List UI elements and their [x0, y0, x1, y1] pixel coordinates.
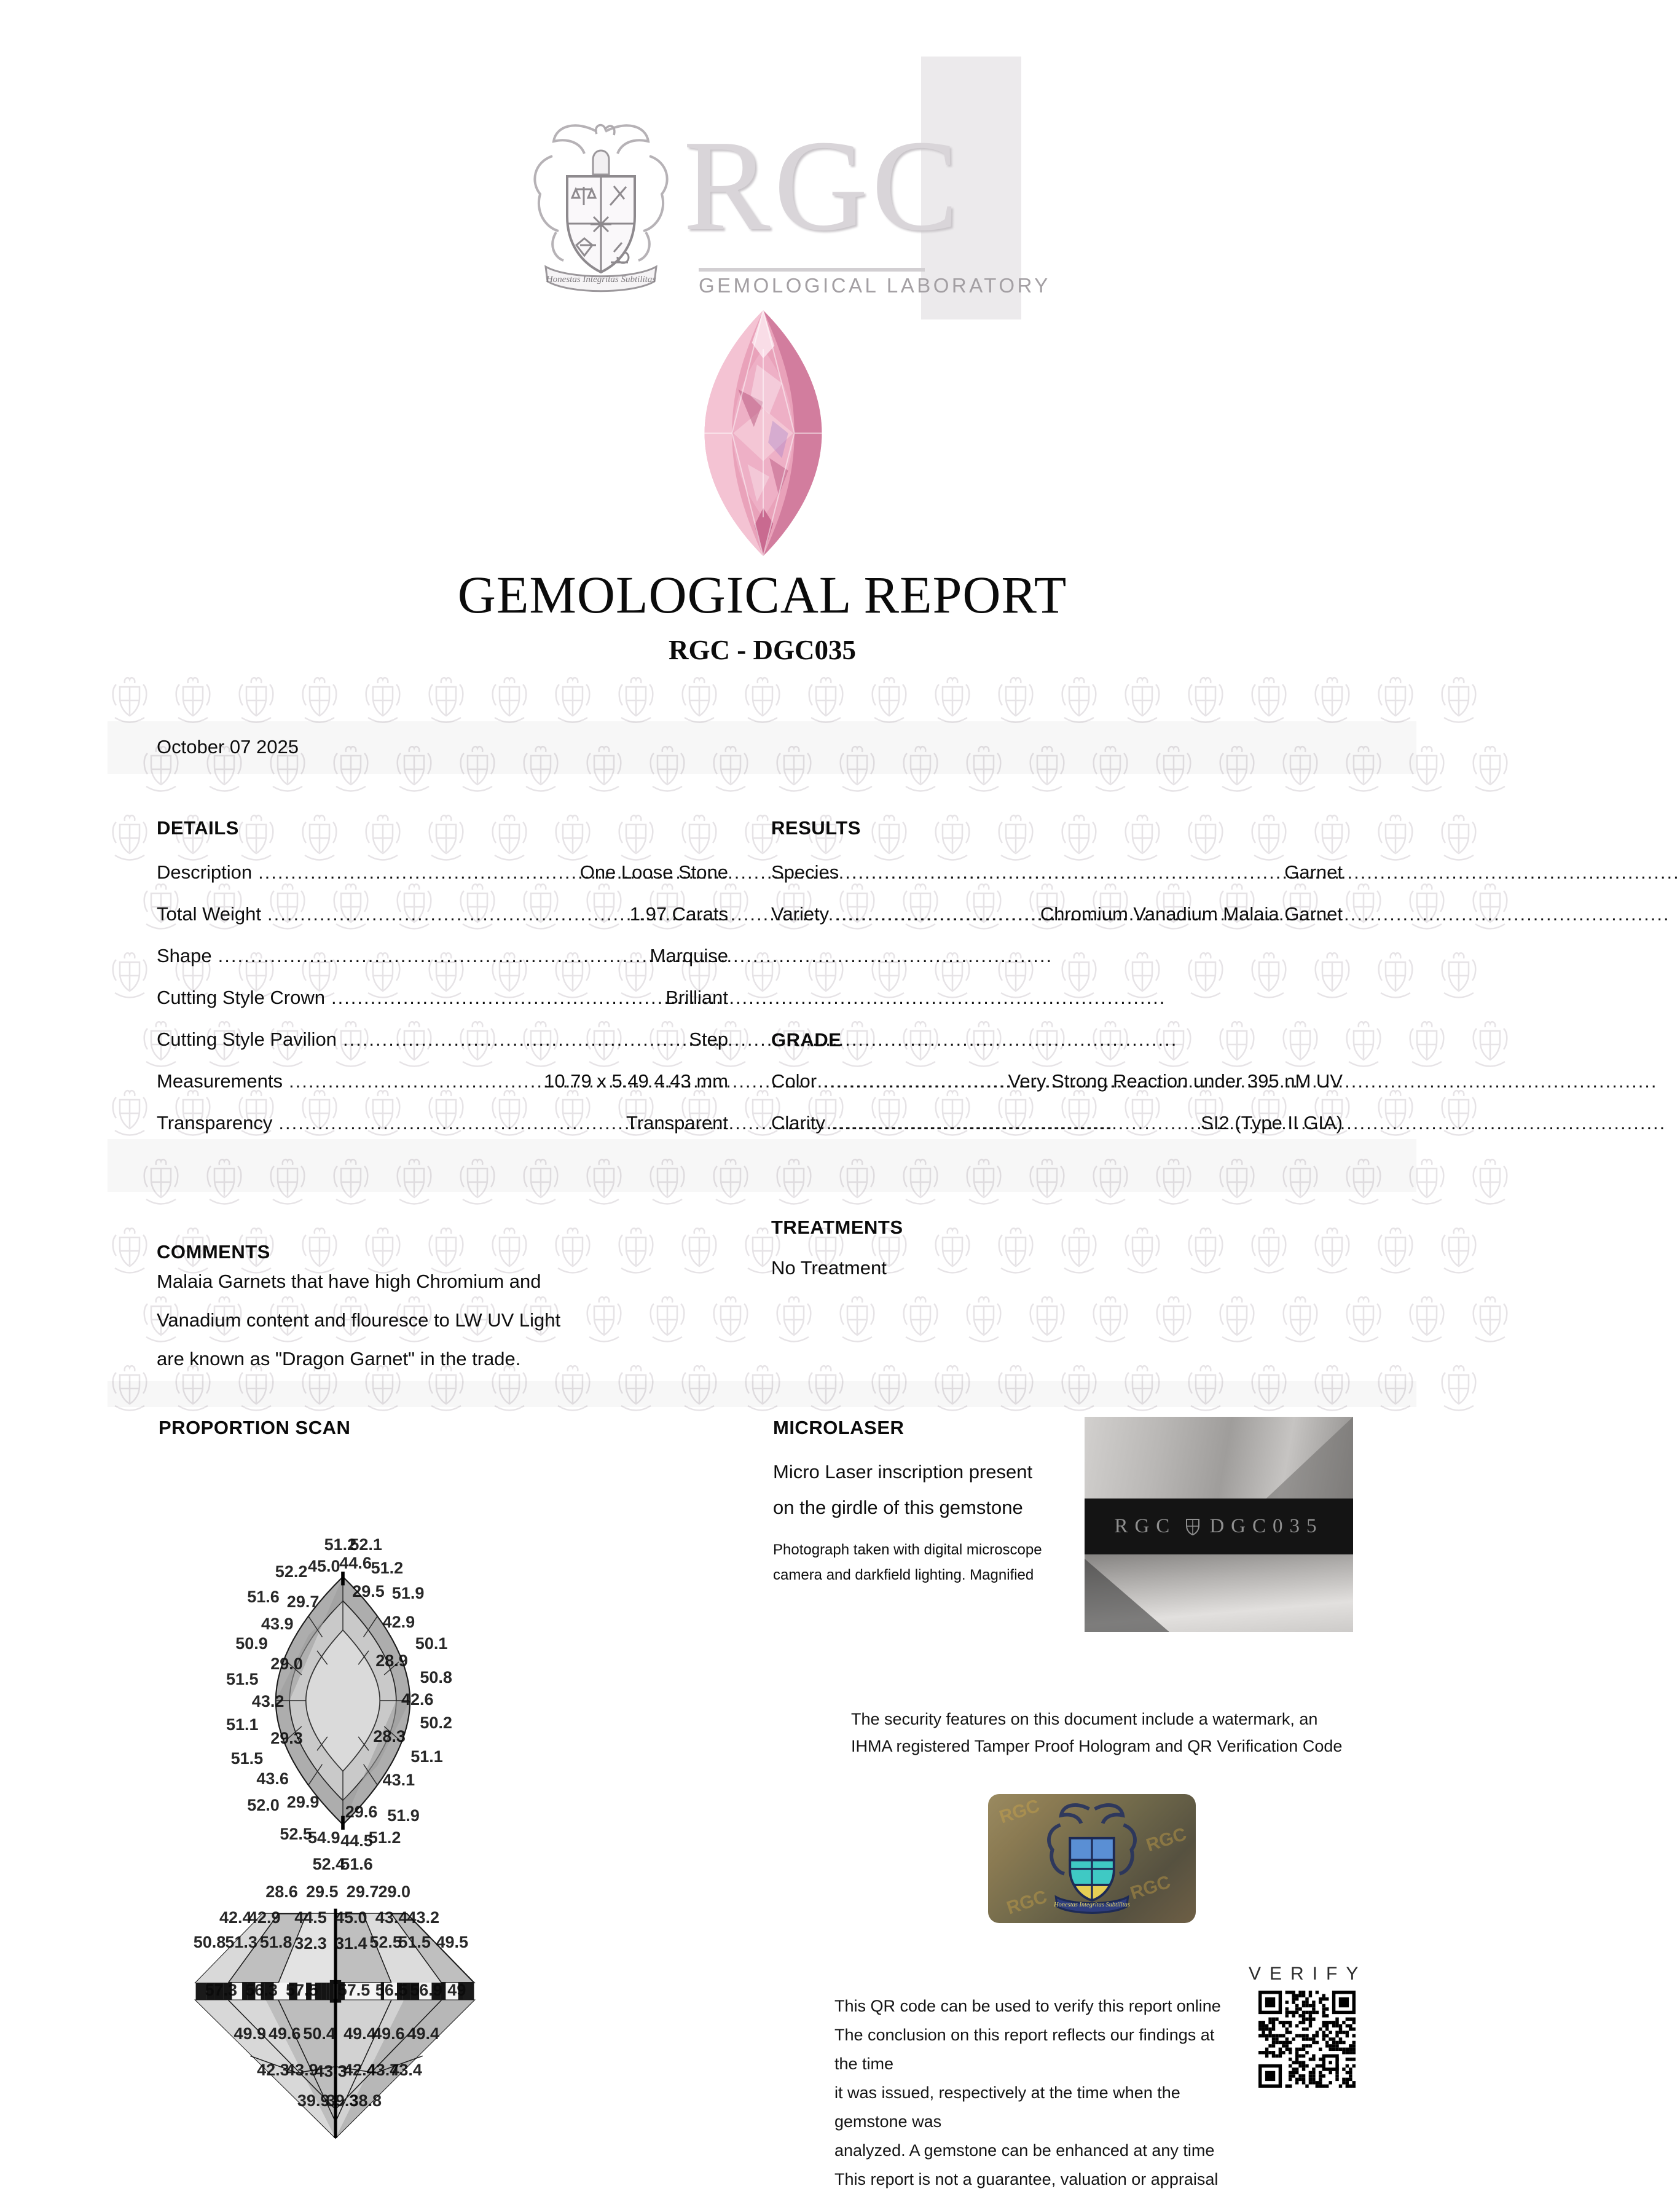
- qr-caption-line: This QR code can be used to verify this report online: [834, 1997, 1221, 2015]
- scan-measurement-label: 56.9: [410, 1980, 442, 1999]
- scan-measurement-label: 51.2: [368, 1828, 401, 1847]
- scan-measurement-label: 51.1: [226, 1715, 259, 1734]
- row-value: 10.79 x 5.49 4.43 mm: [544, 1070, 728, 1092]
- dot-leader: [343, 1028, 683, 1051]
- row-value: Brilliant: [665, 987, 728, 1008]
- proportion-scan-profile-view: [190, 1883, 479, 2141]
- scan-measurement-label: 52.0: [247, 1796, 280, 1815]
- dot-leader: [331, 987, 659, 1009]
- microlaser-photo: [1085, 1417, 1353, 1632]
- girdle-inscription-band: [1085, 1499, 1353, 1554]
- scan-measurement-label: 51.9: [387, 1806, 420, 1825]
- row-value: SI2 (Type II GIA): [1201, 1112, 1343, 1134]
- inscription-prefix: RGC: [1114, 1515, 1177, 1537]
- logo-tagline: GEMOLOGICAL LABORATORY: [699, 274, 1051, 297]
- scan-measurement-label: 43.7: [366, 2060, 399, 2079]
- row-label: Description: [157, 861, 253, 883]
- page-title: GEMOLOGICAL REPORT: [457, 565, 1067, 624]
- scan-measurement-label: 51.3: [225, 1932, 257, 1951]
- hologram-bg-text: RGC: [997, 1795, 1042, 1828]
- scan-measurement-label: 51.1: [410, 1747, 443, 1766]
- results-rows: [771, 861, 1343, 945]
- scan-measurement-label: 42.4: [343, 2060, 376, 2079]
- scan-measurement-label: 49.4: [343, 2024, 376, 2043]
- scan-measurement-label: 32.3: [294, 1934, 327, 1953]
- scan-measurement-label: 51.6: [340, 1855, 373, 1874]
- scan-measurement-label: 49.4: [407, 2024, 440, 2043]
- report-date: October 07 2025: [157, 736, 299, 758]
- scan-measurement-label: 29.7: [286, 1592, 320, 1611]
- details-row-measurements: [157, 1070, 728, 1112]
- details-row-shape: [157, 945, 728, 987]
- row-value: Chromium Vanadium Malaia Garnet: [1040, 903, 1343, 925]
- scan-measurement-label: 54.9: [308, 1828, 340, 1847]
- scan-measurement-label: 43.9: [286, 2060, 318, 2079]
- scan-measurement-label: 42.3: [257, 2060, 289, 2079]
- logo-motto: Honestas Integritas Subtilitas: [546, 275, 656, 284]
- details-row-transparency: [157, 1112, 728, 1154]
- row-label: Species: [771, 861, 839, 883]
- dot-leader: [258, 861, 574, 883]
- qr-caption-line: This report is not a guarantee, valuation or appraisal: [834, 2170, 1219, 2188]
- proportion-scan-top-view: [226, 1534, 460, 1874]
- comments-line: Malaia Garnets that have high Chromium and: [157, 1271, 541, 1292]
- scan-measurement-label: 29.5: [306, 1883, 339, 1901]
- scan-measurement-label: 51.6: [247, 1587, 280, 1606]
- microlaser-line: on the girdle of this gemstone: [773, 1497, 1023, 1518]
- scan-measurement-label: 29.7: [346, 1883, 379, 1901]
- scan-measurement-label: 29.0: [378, 1883, 411, 1901]
- scan-measurement-label: 43.9: [261, 1614, 294, 1633]
- microlaser-line: Micro Laser inscription present: [773, 1461, 1033, 1483]
- hologram-motto: Honestas Integritas Subtilitas: [1054, 1902, 1130, 1909]
- scan-measurement-label: 44.5: [340, 1831, 373, 1850]
- scan-measurement-label: 49.6: [268, 2024, 301, 2043]
- security-features-text: [851, 1706, 1364, 1760]
- row-label: Total Weight: [157, 903, 262, 925]
- details-row-description: [157, 861, 728, 903]
- microlaser-note: camera and darkfield lighting. Magnified: [773, 1567, 1034, 1583]
- scan-measurement-label: 49: [447, 1980, 466, 1999]
- scan-measurement-label: 43.1: [382, 1771, 415, 1790]
- qr-code: [1258, 1991, 1356, 2088]
- row-label: Clarity: [771, 1112, 825, 1134]
- scan-measurement-label: 57.3: [205, 1980, 238, 1999]
- comments-line: Vanadium content and flouresce to LW UV Light: [157, 1309, 561, 1331]
- hologram-crest-icon: [1027, 1800, 1156, 1917]
- scan-measurement-label: 43.2: [407, 1908, 440, 1927]
- scan-measurement-label: 44.6: [339, 1553, 372, 1572]
- scan-measurement-label: 52.2: [275, 1562, 308, 1581]
- scan-measurement-label: 29.0: [270, 1655, 303, 1674]
- dot-leader: [218, 945, 644, 967]
- scan-measurement-label: 51.5: [398, 1932, 431, 1951]
- scan-measurement-label: 43.2: [251, 1691, 285, 1710]
- microlaser-heading: MICROLASER: [773, 1417, 905, 1438]
- inscription-suffix: DGC035: [1209, 1515, 1324, 1537]
- inscription-crest-icon: [1185, 1518, 1201, 1536]
- hologram-bg-text: RGC: [1128, 1871, 1174, 1904]
- scan-measurement-label: 57.5: [337, 1980, 371, 1999]
- dot-leader: [845, 861, 1278, 883]
- rgc-crest-logo-icon: [524, 118, 678, 297]
- row-label: Color: [771, 1070, 817, 1092]
- scan-measurement-label: 42.6: [401, 1690, 434, 1709]
- qr-caption-line: analyzed. A gemstone can be enhanced at any time: [834, 2141, 1215, 2160]
- logo-divider: [699, 268, 925, 272]
- scan-measurement-label: 52.1: [350, 1535, 382, 1554]
- comments-heading: COMMENTS: [157, 1241, 270, 1263]
- scan-measurement-label: 49.9: [234, 2024, 267, 2043]
- scan-measurement-label: 43.4: [390, 2060, 422, 2079]
- details-row-cutting-style-pavilion: [157, 1028, 728, 1070]
- scan-measurement-label: 50.9: [235, 1634, 268, 1653]
- scan-measurement-label: 43.6: [256, 1769, 289, 1788]
- scan-measurement-label: 29.9: [286, 1792, 320, 1811]
- row-value: Marquise: [650, 945, 728, 966]
- qr-caption: [834, 1992, 1240, 2194]
- scan-measurement-label: 45.0: [308, 1557, 340, 1576]
- logo-brand-text: RGC: [683, 113, 962, 257]
- scan-measurement-label: 56.3: [245, 1980, 278, 1999]
- row-label: Measurements: [157, 1070, 283, 1092]
- row-value: Very Strong Reaction under 395 nM UV: [1008, 1070, 1343, 1092]
- scan-measurement-label: 51.2: [324, 1535, 357, 1554]
- scan-measurement-label: 51.8: [259, 1932, 292, 1951]
- dot-leader: [831, 1112, 1195, 1134]
- hologram-bg-text: RGC: [1144, 1824, 1190, 1856]
- microlaser-note: Photograph taken with digital microscope: [773, 1542, 1042, 1558]
- scan-measurement-label: 39.9: [297, 2091, 330, 2110]
- scan-measurement-label: 50.8: [420, 1668, 452, 1687]
- dot-leader: [278, 1112, 620, 1134]
- scan-measurement-label: 57.5: [286, 1980, 318, 1999]
- scan-measurement-label: 50.1: [415, 1634, 448, 1653]
- scan-measurement-label: 51.5: [230, 1749, 264, 1768]
- scan-measurement-label: 52.4: [312, 1855, 345, 1874]
- scan-measurement-label: 43.3: [315, 2061, 347, 2080]
- scan-measurement-label: 44.5: [294, 1908, 327, 1927]
- scan-measurement-label: 28.6: [265, 1883, 298, 1901]
- row-label: Shape: [157, 945, 212, 966]
- scan-measurement-label: 28.3: [373, 1727, 406, 1746]
- dot-leader: [835, 903, 1034, 925]
- scan-measurement-label: 50.4: [303, 2024, 336, 2043]
- details-row-cutting-style-crown: [157, 987, 728, 1028]
- scan-measurement-label: 56.5: [375, 1980, 408, 1999]
- scan-measurement-label: 49.6: [372, 2024, 405, 2043]
- row-label: Cutting Style Pavilion: [157, 1028, 337, 1050]
- security-line: IHMA registered Tamper Proof Hologram and QR Verification Code: [851, 1737, 1343, 1755]
- security-line: The security features on this document include a watermark, an: [851, 1710, 1318, 1728]
- grade-rows: [771, 1070, 1343, 1154]
- row-label: Variety: [771, 903, 830, 925]
- dot-leader: [267, 903, 624, 925]
- scan-measurement-label: 52.5: [369, 1932, 402, 1951]
- scan-measurement-label: 51.9: [391, 1584, 425, 1603]
- scan-measurement-label: 42.9: [248, 1908, 281, 1927]
- scan-measurement-label: 29.5: [352, 1582, 385, 1601]
- qr-caption-line: it was issued, respectively at the time when the gemstone was: [834, 2083, 1180, 2131]
- hologram-bg-text: RGC: [1004, 1886, 1050, 1919]
- scan-measurement-label: 52.5: [280, 1825, 312, 1844]
- scan-measurement-label: 29.3: [270, 1728, 303, 1747]
- scan-measurement-label: 43.4: [375, 1908, 408, 1927]
- row-label: Cutting Style Crown: [157, 987, 325, 1008]
- scan-measurement-label: 51.2: [371, 1559, 404, 1578]
- dot-leader: [289, 1070, 538, 1092]
- results-heading: RESULTS: [771, 817, 861, 839]
- treatments-heading: TREATMENTS: [771, 1216, 903, 1238]
- row-value: 1.97 Carats: [629, 903, 728, 925]
- row-value: Transparent: [626, 1112, 728, 1134]
- details-heading: DETAILS: [157, 817, 239, 839]
- qr-caption-line: The conclusion on this report reflects our findings at the time: [834, 2026, 1215, 2073]
- verify-label: VERIFY: [1249, 1964, 1367, 1984]
- scan-measurement-label: 49.5: [436, 1932, 469, 1951]
- scan-measurement-label: 45.0: [335, 1908, 367, 1927]
- row-value: One Loose Stone: [579, 861, 728, 883]
- gemstone-photo: [677, 308, 849, 558]
- scan-measurement-label: 51.5: [226, 1669, 259, 1688]
- results-row-species: [771, 861, 1343, 903]
- scan-measurement-label: 29.6: [345, 1803, 378, 1822]
- scan-measurement-label: 38.8: [349, 2091, 382, 2110]
- scan-measurement-label: 50.8: [193, 1932, 226, 1951]
- scan-measurement-label: 42.4: [219, 1908, 252, 1927]
- comments-line: are known as "Dragon Garnet" in the trade.: [157, 1348, 521, 1369]
- profile-measurements: [190, 1883, 479, 2141]
- grade-row-color: [771, 1070, 1343, 1112]
- scan-measurement-label: 39.3: [326, 2091, 359, 2110]
- results-row-variety: [771, 903, 1343, 945]
- treatments-text: No Treatment: [771, 1257, 887, 1279]
- dot-leader: [823, 1070, 1002, 1092]
- grade-row-clarity: [771, 1112, 1343, 1154]
- tamper-proof-hologram: [988, 1794, 1196, 1923]
- grade-heading: GRADE: [771, 1029, 842, 1051]
- proportion-scan-heading: PROPORTION SCAN: [159, 1417, 351, 1438]
- scan-measurement-label: 42.9: [382, 1612, 415, 1631]
- scan-measurement-label: 31.4: [335, 1934, 367, 1953]
- row-value: Step: [689, 1028, 728, 1050]
- details-rows: [157, 861, 728, 1154]
- details-row-total-weight: [157, 903, 728, 945]
- row-value: Garnet: [1284, 861, 1343, 883]
- scan-measurement-label: 28.9: [375, 1651, 408, 1670]
- top-view-measurements: [226, 1534, 460, 1874]
- scan-measurement-label: 50.2: [420, 1714, 452, 1733]
- row-label: Transparency: [157, 1112, 273, 1134]
- report-number: RGC - DGC035: [669, 635, 856, 665]
